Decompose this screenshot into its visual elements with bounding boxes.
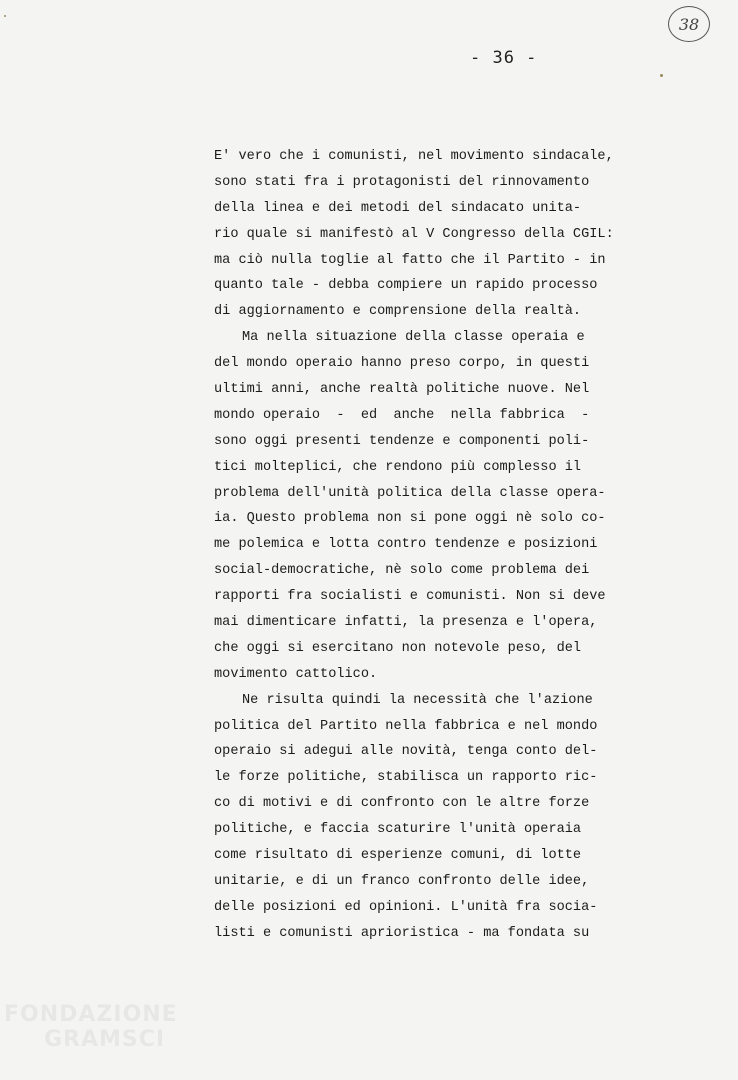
text-line: ia. Questo problema non si pone oggi nè solo co- xyxy=(214,511,606,527)
text-line: social-democratiche, nè solo come problema dei xyxy=(214,563,590,579)
text-line: ma ciò nulla toglie al fatto che il Partito - in xyxy=(214,252,606,268)
text-line: co di motivi e di confronto con le altre forze xyxy=(214,796,590,812)
text-line: sono stati fra i protagonisti del rinnovamento xyxy=(214,174,590,190)
paper-speck xyxy=(660,74,663,77)
text-line: della linea e dei metodi del sindacato unita- xyxy=(214,200,582,216)
text-line: ultimi anni, anche realtà politiche nuove. Nel xyxy=(214,382,590,398)
text-line: le forze politiche, stabilisca un rapporto ric- xyxy=(214,770,598,786)
text-line: sono oggi presenti tendenze e componenti poli- xyxy=(214,433,590,449)
body-text xyxy=(214,144,654,947)
text-line: Ma nella situazione della classe operaia e xyxy=(242,330,585,346)
text-line: E' vero che i comunisti, nel movimento sindacale, xyxy=(214,149,614,164)
watermark-line-2: GRAMSCI xyxy=(44,1027,166,1052)
text-line: Ne risulta quindi la necessità che l'azione xyxy=(242,692,593,708)
text-line: che oggi si esercitano non notevole peso, del xyxy=(214,640,582,656)
text-line: tici molteplici, che rendono più complesso il xyxy=(214,459,582,475)
text-line: mondo operaio - ed anche nella fabbrica - xyxy=(214,407,590,423)
page-number: - 36 - xyxy=(470,48,538,68)
text-line: di aggiornamento e comprensione della realtà. xyxy=(214,304,582,320)
text-line: unitarie, e di un franco confronto delle idee, xyxy=(214,873,590,889)
text-line: del mondo operaio hanno preso corpo, in questi xyxy=(214,356,590,372)
folio-stamp xyxy=(668,6,710,42)
text-line: come risultato di esperienze comuni, di lotte xyxy=(214,848,582,864)
text-line: rapporti fra socialisti e comunisti. Non si deve xyxy=(214,589,606,605)
text-line: politiche, e faccia scaturire l'unità operaia xyxy=(214,822,582,838)
text-line: listi e comunisti aprioristica - ma fondata su xyxy=(214,925,590,941)
text-line: movimento cattolico. xyxy=(214,666,378,682)
text-line: rio quale si manifestò al V Congresso della CGIL: xyxy=(214,226,614,242)
paper-speck xyxy=(4,15,6,17)
archive-watermark xyxy=(4,1002,178,1052)
watermark-line-1: FONDAZIONE xyxy=(4,1002,178,1027)
text-line: operaio si adegui alle novità, tenga conto del- xyxy=(214,744,598,760)
folio-number: 38 xyxy=(678,14,700,34)
text-line: politica del Partito nella fabbrica e nel mondo xyxy=(214,718,598,734)
text-line: me polemica e lotta contro tendenze e posizioni xyxy=(214,537,598,553)
text-line: quanto tale - debba compiere un rapido processo xyxy=(214,278,598,294)
text-line: delle posizioni ed opinioni. L'unità fra socia- xyxy=(214,899,598,915)
text-line: mai dimenticare infatti, la presenza e l'opera, xyxy=(214,615,598,631)
text-line: problema dell'unità politica della classe opera- xyxy=(214,485,606,501)
